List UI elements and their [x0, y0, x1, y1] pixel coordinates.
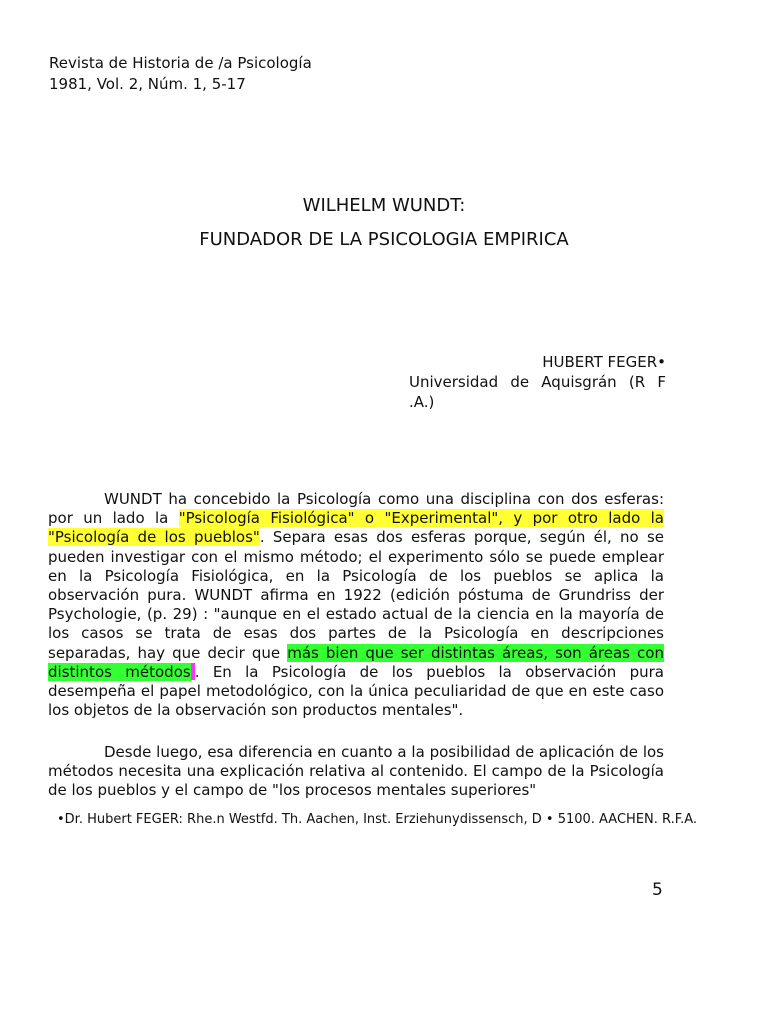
body-paragraph-1 [48, 490, 664, 720]
paragraph-2-text: Desde luego, esa diferencia en cuanto a la posibilidad de aplicación de los métodos necesita una explicación relativa al contenido. El campo de la Psicología de los pueblos y el campo de "los procesos mentales superiores" [48, 743, 664, 800]
page-number: 5 [652, 880, 663, 900]
paragraph-1-text-a: WUNDT ha concebido la Psicología como una disciplina con dos esferas: por un lado la [48, 490, 664, 528]
author-block [409, 352, 666, 412]
journal-citation [49, 53, 312, 95]
paragraph-1-text-c: . En la Psicología de los pueblos la observación pura desempeña el papel metodológico, con la única peculiaridad de que en este caso los objetos de la observación son productos mentales". [48, 662, 665, 720]
author-name: HUBERT FEGER• [542, 353, 666, 371]
yellow-highlight: "Psicología Fisiológica" o "Experimental", y por otro lado la "Psicología de los pueblos" [48, 509, 665, 547]
paragraph-1-text-b: . Separa esas dos esferas porque, según él, no se pueden investigar con el mismo método; el experimento sólo se puede emplear en la Psicología Fisiológica, en la Psicología de los pueblos se aplica la observación pura. WUNDT afirma en 1922 (edición póstuma de Grundriss der Psychologie, (p. 29) : "aunque en el estado actual de la ciencia en la mayoría de los casos se trata de esas dos partes de la Psicología en descripciones separadas, hay que decir que [48, 528, 665, 662]
article-title-line-1: WILHELM WUNDT: [302, 195, 466, 216]
journal-volume: 1981, Vol. 2, Núm. 1, 5-17 [49, 75, 246, 93]
footnote: •Dr. Hubert FEGER: Rhe.n Westfd. Th. Aachen, Inst. Erziehunydissensch, D • 5100. AACHEN. R.F.A. [57, 812, 698, 827]
body-paragraph-2 [48, 743, 664, 801]
article-title-line-2: FUNDADOR DE LA PSICOLOGIA EMPIRICA [199, 229, 569, 250]
green-highlight: más bien que ser distintas áreas, son áreas con distintos métodos [48, 643, 664, 681]
author-affiliation: Universidad de Aquisgrán (R F .A.) [409, 373, 666, 411]
journal-name: Revista de Historia de /a Psicología [49, 54, 312, 72]
